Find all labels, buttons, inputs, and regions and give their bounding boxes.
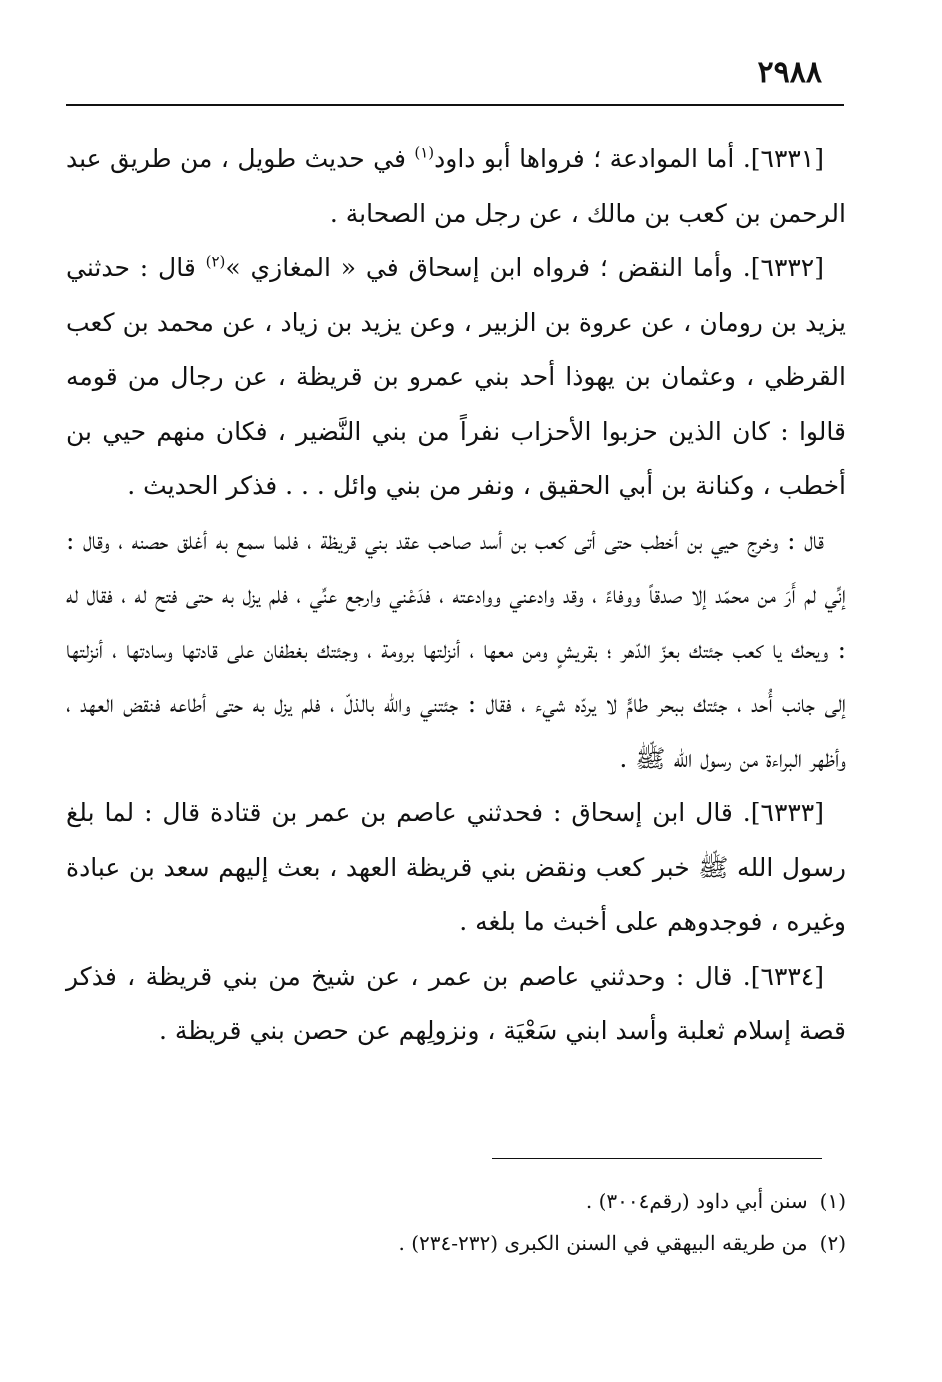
footnote-text: سنن أبي داود (رقم٣٠٠٤) . <box>585 1189 808 1213</box>
paragraph-6334 <box>66 950 846 1059</box>
paragraph-text: [٦٣٣٤]. قال : وحدثني عاصم بن عمر ، عن شيخ من بني قريظة ، فذكر قصة إسلام ثعلبة وأسد ابني سَعْيَة ، ونزولِهم عن حصن بني قريظة . <box>66 961 846 1045</box>
paragraph-text: في حديث طويل ، من طريق عبد الرحمن بن كعب بن مالك ، عن رجل من الصحابة . <box>66 144 846 228</box>
body-text <box>66 132 846 1059</box>
header-rule <box>66 104 844 106</box>
paragraph-text: [٦٣٣٢]. وأما النقض ؛ فرواه ابن إسحاق في « المغازي » <box>225 253 824 282</box>
paragraph-6333 <box>66 786 846 950</box>
footnote-reference[interactable]: (٢) <box>205 252 226 271</box>
paragraph-6332 <box>66 241 846 514</box>
footnote-separator <box>492 1158 822 1159</box>
page-number: ٢٩٨٨ <box>757 55 822 90</box>
footnote-text: من طريقه البيهقي في السنن الكبرى (٢٣٢-٢٣٤) . <box>398 1231 808 1255</box>
paragraph-continuation <box>66 514 846 787</box>
footnote-1 <box>66 1180 846 1222</box>
paragraph-text: قال : حدثني يزيد بن رومان ، عن عروة بن الزبير ، وعن يزيد بن زياد ، عن محمد بن كعب القرظي ، وعثمان بن يهوذا أحد بني عمرو بن قريظة ، عن رجال من قومه قالوا : كان الذين حزبوا الأحزاب نفراً من بني النَّضير ، فكان منهم حيي بن أخطب ، وكنانة بن أبي الحقيق ، ونفر من بني وائل . . . فذكر الحديث . <box>66 253 846 500</box>
footnote-reference[interactable]: (١) <box>414 143 435 162</box>
paragraph-text: [٦٣٣١]. أما الموادعة ؛ فرواها أبو داود <box>434 144 824 173</box>
footnote-label: (١) <box>819 1189 846 1213</box>
paragraph-text: قال : وخرج حيي بن أخطب حتى أتى كعب بن أسد صاحب عقد بني قريظة ، فلما سمع به أغلق حصنه ، وقال : إنِّي لم أَرَ من محمّد إلا صدقاً ووفاءً ، وقد وادعني ووادعته ، فدَعْني وارجع عنِّي ، فلم يزل به حتى فتح له ، فقال له : ويحك يا كعب جئتك بعزّ الدّهر ؛ بقريشٍ ومن معها ، أنزلتها برومة ، وجئتك بغطفان على قادتها وسادتها ، أنزلتها إلى جانب أُحد ، جئتك ببحر طامٍّ لا يردّه شيء ، فقال : جئتني والله بالذلّ ، فلم يزل به حتى أطاعه فنقض العهد ، وأظهر البراءة من رسول الله ﷺ . <box>66 525 846 773</box>
footnotes <box>66 1180 846 1264</box>
paragraph-6331 <box>66 132 846 241</box>
footnote-2 <box>66 1222 846 1264</box>
footnote-label: (٢) <box>819 1231 846 1255</box>
paragraph-text: [٦٣٣٣]. قال ابن إسحاق : فحدثني عاصم بن عمر بن قتادة قال : لما بلغ رسول الله ﷺ خبر كعب ونقض بني قريظة العهد ، بعث إليهم سعد بن عبادة وغيره ، فوجدوهم على أخبث ما بلغه . <box>66 798 846 936</box>
